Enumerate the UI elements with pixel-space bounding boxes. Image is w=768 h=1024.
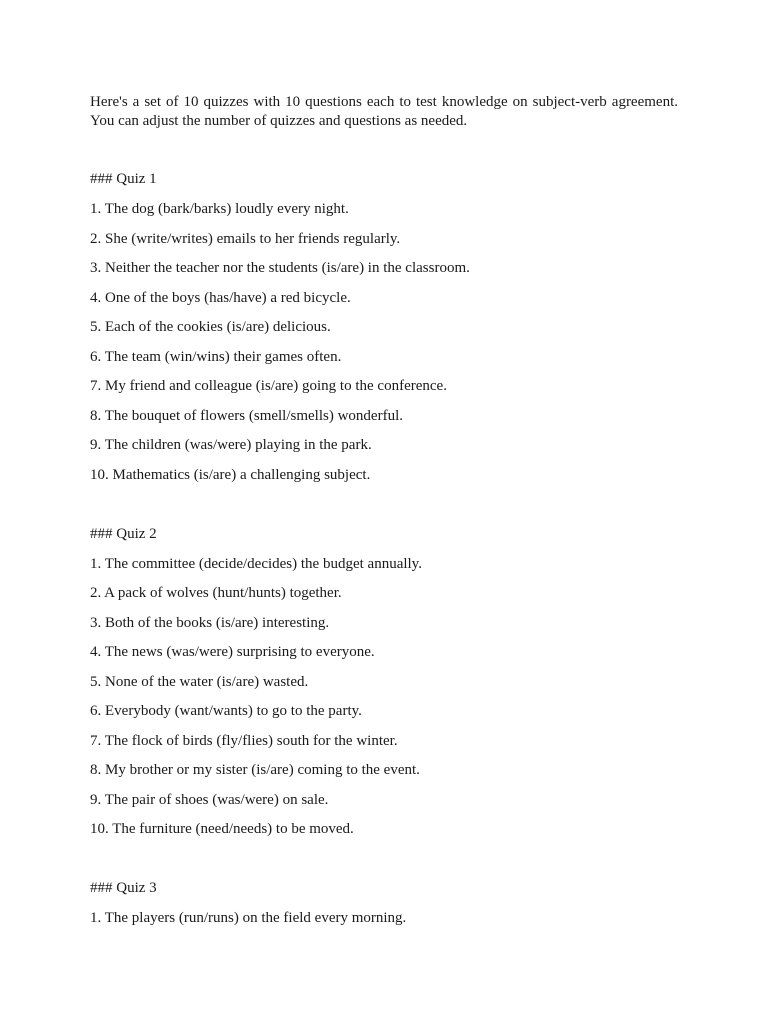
- quiz-question: 1. The dog (bark/barks) loudly every night.: [90, 201, 349, 217]
- quiz-question: 3. Neither the teacher nor the students (is/are) in the classroom.: [90, 260, 470, 276]
- quiz-question: 5. None of the water (is/are) wasted.: [90, 673, 309, 690]
- quiz-heading: ### Quiz 2: [90, 525, 157, 542]
- quiz-question: 9. The pair of shoes (was/were) on sale.: [90, 791, 329, 808]
- quiz-heading: ### Quiz 1: [90, 171, 157, 187]
- quiz-question: 8. My brother or my sister (is/are) coming to the event.: [90, 762, 420, 778]
- quiz-question: 7. The flock of birds (fly/flies) south for the winter.: [90, 732, 398, 749]
- document-page: [90, 93, 678, 928]
- quiz-question: 6. The team (win/wins) their games often.: [90, 348, 342, 365]
- quiz-question: 1. The committee (decide/decides) the budget annually.: [90, 555, 422, 572]
- quiz-question: 2. A pack of wolves (hunt/hunts) together.: [90, 585, 342, 601]
- quiz-question: 10. Mathematics (is/are) a challenging subject.: [90, 466, 371, 483]
- quiz-question: 5. Each of the cookies (is/are) delicious.: [90, 319, 331, 335]
- quiz-question: 4. One of the boys (has/have) a red bicycle.: [90, 289, 351, 306]
- quiz-question: 4. The news (was/were) surprising to everyone.: [90, 644, 375, 660]
- quiz-question: 6. Everybody (want/wants) to go to the party.: [90, 703, 362, 719]
- quiz-2-section: [90, 525, 678, 840]
- quiz-question: 3. Both of the books (is/are) interesting.: [90, 614, 330, 631]
- quiz-question: 2. She (write/writes) emails to her friends regularly.: [90, 230, 401, 247]
- quiz-question: 7. My friend and colleague (is/are) going to the conference.: [90, 378, 447, 394]
- quiz-question: 9. The children (was/were) playing in the park.: [90, 437, 372, 453]
- quiz-question: 10. The furniture (need/needs) to be moved.: [90, 821, 354, 837]
- quiz-heading: ### Quiz 3: [90, 880, 157, 896]
- quiz-3-section: [90, 879, 678, 928]
- intro-paragraph: Here's a set of 10 quizzes with 10 questions each to test knowledge on subject-verb agreement. You can adjust the number of quizzes and questions as needed.: [90, 94, 678, 129]
- quiz-question: 1. The players (run/runs) on the field every morning.: [90, 910, 407, 926]
- quiz-1-section: [90, 170, 678, 485]
- quiz-question: 8. The bouquet of flowers (smell/smells) wonderful.: [90, 407, 403, 424]
